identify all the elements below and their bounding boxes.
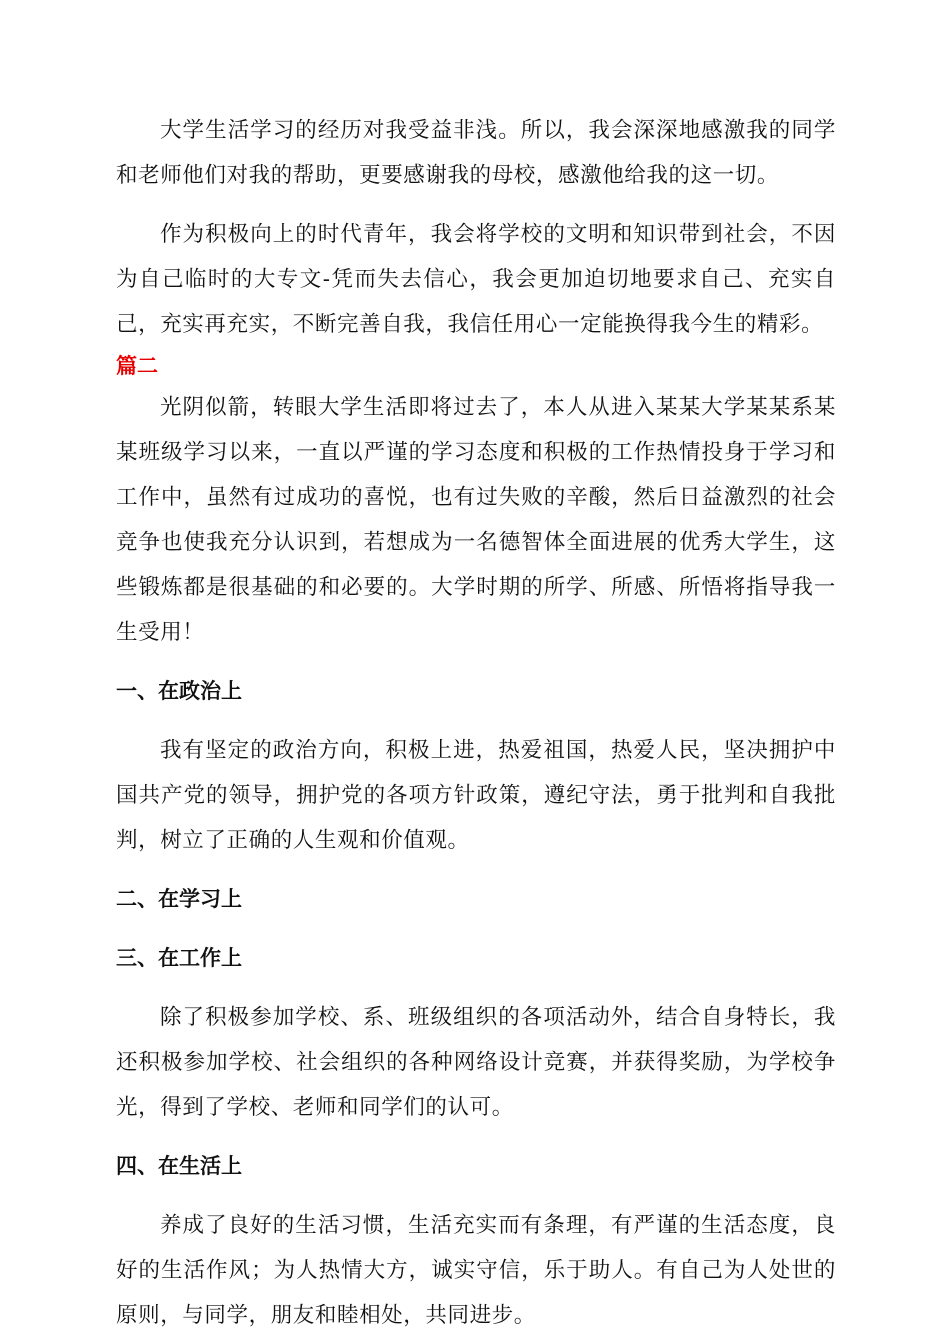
paragraph-youth-resolution: 作为积极向上的时代青年，我会将学校的文明和知识带到社会，不因为自己临时的大专文-凭而失去信心，我会更加迫切地要求自己、充实自己，充实再充实，不断完善自我，我信任用心一定能换得我今生的精彩。 xyxy=(116,222,836,337)
paragraph-spacer xyxy=(116,863,836,877)
paragraph-introduction: 光阴似箭，转眼大学生活即将过去了，本人从进入某某大学某某系某某班级学习以来，一直以严谨的学习态度和积极的工作热情投身于学习和工作中，虽然有过成功的喜悦，也有过失败的辛酸，然后日益激烈的社会竞争也使我充分认识到，若想成为一名德智体全面进展的优秀大学生，这些锻炼都是很基础的和必要的。大学时期的所学、所感、所悟将指导我一生受用！ xyxy=(116,395,836,645)
paragraph-life: 养成了良好的生活习惯，生活充实而有条理，有严谨的生活态度，良好的生活作风；为人热情大方，诚实守信，乐于助人。有自己为人处世的原则，与同学，朋友和睦相处，共同进步。 xyxy=(116,1213,836,1328)
paragraph-spacer xyxy=(116,198,836,212)
paragraph-spacer xyxy=(116,1189,836,1203)
paragraph-gratitude: 大学生活学习的经历对我受益非浅。所以，我会深深地感激我的同学和老师他们对我的帮助，更要感谢我的母校，感激他给我的这一切。 xyxy=(116,118,836,188)
subheading-politics: 一、在政治上 xyxy=(116,679,242,703)
paragraph-work: 除了积极参加学校、系、班级组织的各项活动外，结合自身特长，我还积极参加学校、社会组织的各种网络设计竞赛，并获得奖励，为学校争光，得到了学校、老师和同学们的认可。 xyxy=(116,1005,836,1120)
subheading-life: 四、在生活上 xyxy=(116,1154,242,1178)
section-heading-part-two: 篇二 xyxy=(116,354,158,378)
paragraph-spacer xyxy=(116,1130,836,1144)
paragraph-politics: 我有坚定的政治方向，积极上进，热爱祖国，热爱人民，坚决拥护中国共产党的领导，拥护党的各项方针政策，遵纪守法，勇于批判和自我批判，树立了正确的人生观和价值观。 xyxy=(116,738,836,853)
paragraph-spacer xyxy=(116,655,836,669)
paragraph-spacer xyxy=(116,981,836,995)
paragraph-spacer xyxy=(116,922,836,936)
document-body xyxy=(116,108,836,1338)
subheading-study: 二、在学习上 xyxy=(116,887,242,911)
subheading-work: 三、在工作上 xyxy=(116,946,242,970)
paragraph-spacer xyxy=(116,714,836,728)
